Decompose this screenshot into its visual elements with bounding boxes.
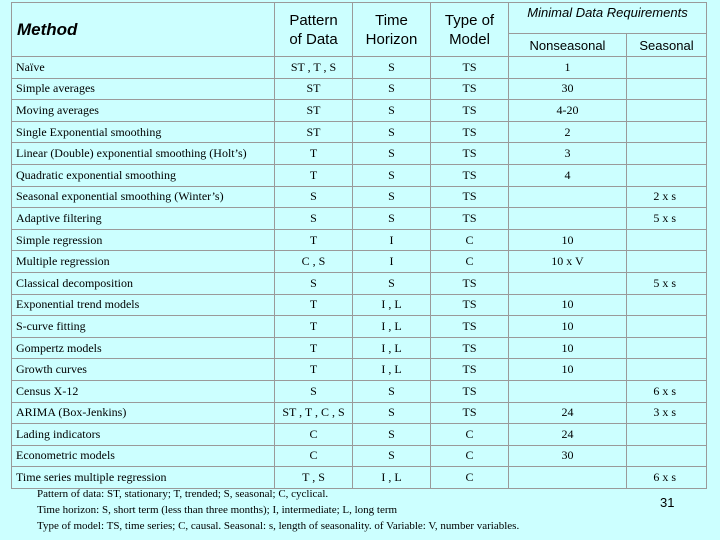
- model-type-cell: TS: [431, 208, 509, 230]
- seasonal-header: Seasonal: [627, 34, 707, 57]
- time-horizon-cell: S: [353, 121, 431, 143]
- model-type-cell: C: [431, 251, 509, 273]
- time-horizon-cell: I , L: [353, 316, 431, 338]
- footnote-model-type: Type of model: TS, time series; C, causal. Seasonal: s, length of seasonality. of Variable: V, number variables.: [37, 520, 520, 532]
- pattern-header-line1: Pattern: [289, 11, 338, 29]
- time-horizon-cell: S: [353, 143, 431, 165]
- method-cell: Simple averages: [12, 78, 275, 100]
- nonseasonal-cell: 4: [509, 164, 627, 186]
- time-header-line2: Horizon: [365, 30, 418, 48]
- nonseasonal-cell: 10 x V: [509, 251, 627, 273]
- time-horizon-cell: S: [353, 380, 431, 402]
- pattern-cell: ST: [275, 121, 353, 143]
- time-horizon-cell: I: [353, 251, 431, 273]
- seasonal-cell: [627, 294, 707, 316]
- table-row: [12, 121, 707, 143]
- method-cell: S-curve fitting: [12, 316, 275, 338]
- time-horizon-cell: S: [353, 424, 431, 446]
- pattern-cell: S: [275, 208, 353, 230]
- table-row: [12, 424, 707, 446]
- model-type-cell: TS: [431, 272, 509, 294]
- table-row: [12, 316, 707, 338]
- pattern-cell: T: [275, 337, 353, 359]
- method-cell: Single Exponential smoothing: [12, 121, 275, 143]
- pattern-cell: T: [275, 316, 353, 338]
- pattern-cell: T: [275, 164, 353, 186]
- table-body: [12, 57, 707, 489]
- table-row: [12, 251, 707, 273]
- model-type-cell: TS: [431, 316, 509, 338]
- time-horizon-cell: S: [353, 402, 431, 424]
- table-row: [12, 229, 707, 251]
- seasonal-cell: [627, 57, 707, 79]
- seasonal-cell: [627, 78, 707, 100]
- seasonal-cell: [627, 424, 707, 446]
- seasonal-cell: [627, 100, 707, 122]
- model-type-cell: TS: [431, 380, 509, 402]
- nonseasonal-cell: 4-20: [509, 100, 627, 122]
- type-header-line2: Model: [449, 30, 490, 48]
- method-cell: Lading indicators: [12, 424, 275, 446]
- type-header-line1: Type of: [444, 11, 495, 29]
- seasonal-cell: 6 x s: [627, 380, 707, 402]
- time-horizon-cell: S: [353, 445, 431, 467]
- method-cell: Moving averages: [12, 100, 275, 122]
- table-row: [12, 208, 707, 230]
- time-horizon-cell: S: [353, 57, 431, 79]
- nonseasonal-cell: 30: [509, 78, 627, 100]
- seasonal-cell: 5 x s: [627, 272, 707, 294]
- method-cell: Linear (Double) exponential smoothing (Holt’s): [12, 143, 275, 165]
- method-cell: Census X-12: [12, 380, 275, 402]
- time-horizon-cell: S: [353, 100, 431, 122]
- table-row: [12, 100, 707, 122]
- model-type-cell: TS: [431, 78, 509, 100]
- method-cell: Classical decomposition: [12, 272, 275, 294]
- table-row: [12, 57, 707, 79]
- seasonal-cell: [627, 337, 707, 359]
- pattern-cell: T: [275, 359, 353, 381]
- model-type-cell: C: [431, 445, 509, 467]
- method-cell: Multiple regression: [12, 251, 275, 273]
- method-header: Method: [12, 3, 275, 57]
- nonseasonal-cell: [509, 467, 627, 489]
- pattern-cell: S: [275, 380, 353, 402]
- seasonal-cell: [627, 316, 707, 338]
- table-row: [12, 143, 707, 165]
- time-horizon-cell: I , L: [353, 337, 431, 359]
- time-header-line1: Time: [375, 11, 408, 29]
- pattern-cell: ST: [275, 78, 353, 100]
- nonseasonal-cell: [509, 272, 627, 294]
- model-type-header: [431, 3, 509, 57]
- pattern-cell: ST , T , S: [275, 57, 353, 79]
- nonseasonal-cell: 3: [509, 143, 627, 165]
- table-row: [12, 186, 707, 208]
- model-type-cell: TS: [431, 402, 509, 424]
- method-cell: Time series multiple regression: [12, 467, 275, 489]
- pattern-cell: C: [275, 445, 353, 467]
- model-type-cell: C: [431, 424, 509, 446]
- table-row: [12, 272, 707, 294]
- table-row: [12, 164, 707, 186]
- seasonal-cell: 2 x s: [627, 186, 707, 208]
- seasonal-cell: 5 x s: [627, 208, 707, 230]
- method-cell: Growth curves: [12, 359, 275, 381]
- time-horizon-cell: S: [353, 208, 431, 230]
- method-cell: Naïve: [12, 57, 275, 79]
- seasonal-cell: [627, 251, 707, 273]
- time-horizon-cell: S: [353, 164, 431, 186]
- nonseasonal-cell: 10: [509, 229, 627, 251]
- seasonal-cell: [627, 359, 707, 381]
- nonseasonal-cell: [509, 208, 627, 230]
- time-horizon-cell: I: [353, 229, 431, 251]
- time-horizon-cell: I , L: [353, 294, 431, 316]
- table-row: [12, 380, 707, 402]
- pattern-cell: S: [275, 272, 353, 294]
- nonseasonal-header: Nonseasonal: [509, 34, 627, 57]
- time-horizon-cell: S: [353, 78, 431, 100]
- method-cell: Quadratic exponential smoothing: [12, 164, 275, 186]
- model-type-cell: TS: [431, 337, 509, 359]
- nonseasonal-cell: 10: [509, 316, 627, 338]
- nonseasonal-cell: 24: [509, 402, 627, 424]
- model-type-cell: TS: [431, 359, 509, 381]
- time-horizon-cell: I , L: [353, 359, 431, 381]
- pattern-cell: C: [275, 424, 353, 446]
- nonseasonal-cell: 24: [509, 424, 627, 446]
- model-type-cell: TS: [431, 121, 509, 143]
- model-type-cell: C: [431, 229, 509, 251]
- method-cell: Simple regression: [12, 229, 275, 251]
- method-cell: Seasonal exponential smoothing (Winter’s): [12, 186, 275, 208]
- page-number: 31: [660, 495, 675, 510]
- seasonal-cell: 6 x s: [627, 467, 707, 489]
- pattern-cell: T: [275, 294, 353, 316]
- time-horizon-header: [353, 3, 431, 57]
- model-type-cell: TS: [431, 164, 509, 186]
- seasonal-cell: [627, 164, 707, 186]
- method-cell: Adaptive filtering: [12, 208, 275, 230]
- footnote-pattern: Pattern of data: ST, stationary; T, trended; S, seasonal; C, cyclical.: [37, 488, 329, 500]
- table-row: [12, 294, 707, 316]
- method-cell: Gompertz models: [12, 337, 275, 359]
- nonseasonal-cell: 1: [509, 57, 627, 79]
- model-type-cell: C: [431, 467, 509, 489]
- seasonal-cell: 3 x s: [627, 402, 707, 424]
- nonseasonal-cell: 10: [509, 359, 627, 381]
- table-row: [12, 402, 707, 424]
- nonseasonal-cell: [509, 186, 627, 208]
- table-row: [12, 78, 707, 100]
- seasonal-cell: [627, 445, 707, 467]
- nonseasonal-cell: 30: [509, 445, 627, 467]
- pattern-cell: C , S: [275, 251, 353, 273]
- nonseasonal-cell: 2: [509, 121, 627, 143]
- pattern-cell: T , S: [275, 467, 353, 489]
- model-type-cell: TS: [431, 186, 509, 208]
- nonseasonal-cell: 10: [509, 337, 627, 359]
- seasonal-cell: [627, 229, 707, 251]
- method-cell: Econometric models: [12, 445, 275, 467]
- forecasting-methods-table: [11, 2, 707, 489]
- pattern-cell: S: [275, 186, 353, 208]
- seasonal-cell: [627, 143, 707, 165]
- header-row: [12, 3, 707, 34]
- table-row: [12, 337, 707, 359]
- pattern-cell: ST: [275, 100, 353, 122]
- table-row: [12, 359, 707, 381]
- time-horizon-cell: S: [353, 272, 431, 294]
- model-type-cell: TS: [431, 294, 509, 316]
- pattern-cell: T: [275, 229, 353, 251]
- model-type-cell: TS: [431, 100, 509, 122]
- pattern-cell: ST , T , C , S: [275, 402, 353, 424]
- footnote-time-horizon: Time horizon: S, short term (less than three months); I, intermediate; L, long term: [37, 504, 398, 516]
- pattern-cell: T: [275, 143, 353, 165]
- time-horizon-cell: S: [353, 186, 431, 208]
- model-type-cell: TS: [431, 143, 509, 165]
- nonseasonal-cell: [509, 380, 627, 402]
- model-type-cell: TS: [431, 57, 509, 79]
- method-cell: ARIMA (Box-Jenkins): [12, 402, 275, 424]
- seasonal-cell: [627, 121, 707, 143]
- pattern-header: [275, 3, 353, 57]
- time-horizon-cell: I , L: [353, 467, 431, 489]
- min-data-requirements-header: Minimal Data Requirements: [509, 3, 707, 34]
- pattern-header-line2: of Data: [289, 30, 338, 48]
- table-row: [12, 445, 707, 467]
- method-cell: Exponential trend models: [12, 294, 275, 316]
- nonseasonal-cell: 10: [509, 294, 627, 316]
